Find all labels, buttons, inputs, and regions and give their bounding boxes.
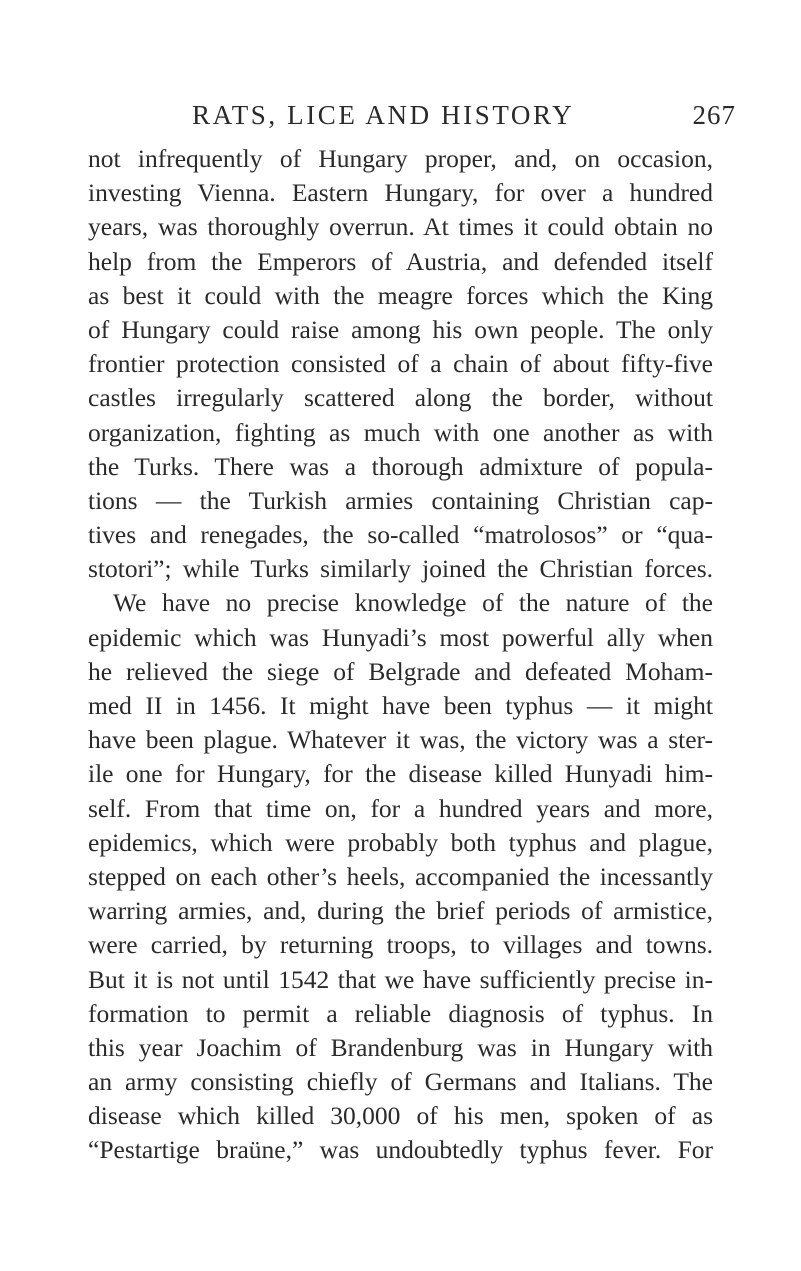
text-line: frontier protection consisted of a chain of about fifty-five (88, 349, 713, 379)
text-line: castles irregularly scattered along the border, without (88, 383, 713, 413)
text-line: self. From that time on, for a hundred years and more, (88, 793, 713, 823)
running-head (88, 98, 736, 132)
text-line: have been plague. Whatever it was, the victory was a ster- (88, 725, 713, 755)
page-number: 267 (692, 100, 736, 130)
text-line: ile one for Hungary, for the disease killed Hunyadi him- (88, 759, 713, 789)
text-line: an army consisting chiefly of Germans and Italians. The (88, 1067, 713, 1097)
text-line: stotori”; while Turks similarly joined the Christian forces. (88, 554, 713, 584)
text-line: not infrequently of Hungary proper, and, on occasion, (88, 144, 713, 173)
text-line: epidemics, which were probably both typhus and plague, (88, 827, 713, 857)
text-line: help from the Emperors of Austria, and defended itself (88, 246, 713, 276)
text-line: disease which killed 30,000 of his men, spoken of as (88, 1101, 713, 1131)
text-line: But it is not until 1542 that we have sufficiently precise in- (88, 964, 713, 994)
text-line: this year Joachim of Brandenburg was in Hungary with (88, 1032, 713, 1062)
text-line: stepped on each other’s heels, accompanied the incessantly (88, 861, 713, 891)
text-line: warring armies, and, during the brief periods of armistice, (88, 896, 713, 926)
text-line: “Pestartige braüne,” was undoubtedly typhus fever. For (88, 1135, 713, 1165)
text-line: tions — the Turkish armies containing Christian cap- (88, 485, 713, 515)
running-title: RATS, LICE AND HISTORY (192, 100, 575, 130)
text-line: investing Vienna. Eastern Hungary, for over a hundred (88, 178, 713, 208)
body-text (88, 142, 713, 1168)
text-line: were carried, by returning troops, to villages and towns. (88, 930, 713, 960)
text-line: years, was thoroughly overrun. At times it could obtain no (88, 212, 713, 242)
text-line: epidemic which was Hunyadi’s most powerful ally when (88, 622, 713, 652)
text-line: tives and renegades, the so-called “matrolosos” or “qua- (88, 520, 713, 550)
text-line: the Turks. There was a thorough admixture of popula- (88, 451, 713, 481)
text-line: formation to permit a reliable diagnosis of typhus. In (88, 998, 713, 1028)
text-line: he relieved the siege of Belgrade and defeated Moham- (88, 656, 713, 686)
paragraph-start-line: We have no precise knowledge of the nature of the (113, 588, 713, 618)
text-line: organization, fighting as much with one another as with (88, 417, 713, 447)
text-line: of Hungary could raise among his own people. The only (88, 314, 713, 344)
text-line: as best it could with the meagre forces which the King (88, 280, 713, 310)
text-line: med II in 1456. It might have been typhus — it might (88, 691, 713, 720)
